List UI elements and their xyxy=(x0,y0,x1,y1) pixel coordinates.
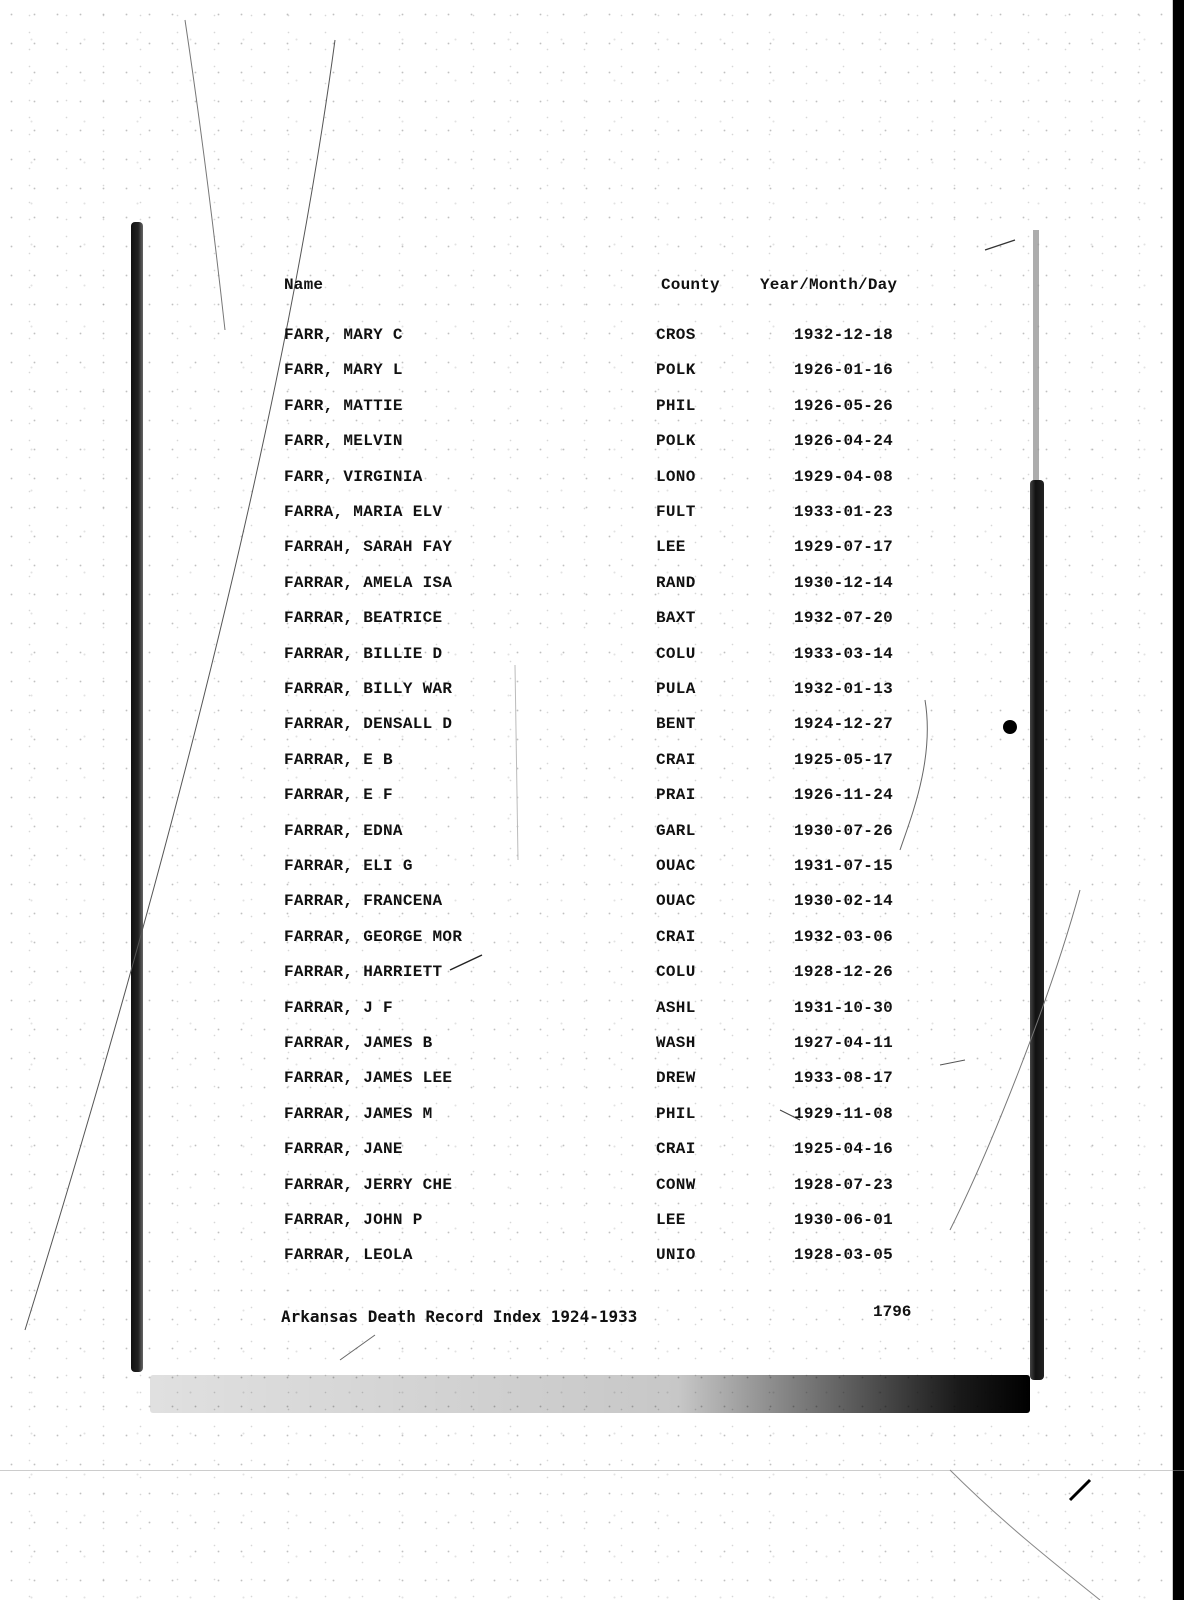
record-date: 1932-12-18 xyxy=(794,326,894,344)
record-name: FARR, MARY C xyxy=(284,326,403,344)
footer-title: Arkansas Death Record Index 1924-1933 xyxy=(281,1307,638,1326)
record-county: ASHL xyxy=(656,998,696,1017)
record-county: CROS xyxy=(656,326,696,344)
record-county: COLU xyxy=(656,963,696,982)
record-row xyxy=(0,432,1184,467)
record-name: FARRAR, GEORGE MOR xyxy=(284,927,463,946)
record-row xyxy=(0,1140,1184,1175)
record-county: LONO xyxy=(656,467,696,486)
record-date: 1930-12-14 xyxy=(794,573,894,592)
record-row xyxy=(0,1069,1184,1104)
record-date: 1929-07-17 xyxy=(794,538,894,557)
record-row xyxy=(0,574,1184,609)
column-header-county: County xyxy=(661,276,720,294)
record-row xyxy=(0,786,1184,821)
record-row xyxy=(0,326,1184,361)
record-county: LEE xyxy=(656,1211,686,1229)
record-county: CRAI xyxy=(656,927,696,946)
record-row xyxy=(0,397,1184,432)
record-row xyxy=(0,715,1184,750)
record-name: FARR, MARY L xyxy=(284,361,403,380)
record-name: FARRAR, HARRIETT xyxy=(284,963,443,982)
record-date: 1926-05-26 xyxy=(794,396,894,415)
record-date: 1930-07-26 xyxy=(794,821,894,840)
record-name: FARR, MELVIN xyxy=(284,432,403,451)
record-date: 1925-04-16 xyxy=(794,1140,894,1159)
record-date: 1924-12-27 xyxy=(794,715,894,734)
record-county: PHIL xyxy=(656,396,696,415)
record-name: FARRAR, AMELA ISA xyxy=(284,573,453,592)
record-county: FULT xyxy=(656,503,696,521)
record-name: FARRAR, DENSALL D xyxy=(284,715,453,734)
record-name: FARR, MATTIE xyxy=(284,396,403,415)
record-row xyxy=(0,1105,1184,1140)
record-name: FARRAR, JANE xyxy=(284,1140,403,1159)
record-county: POLK xyxy=(656,361,696,380)
record-row xyxy=(0,680,1184,715)
record-date: 1926-01-16 xyxy=(794,361,894,380)
record-date: 1926-11-24 xyxy=(794,786,894,805)
record-date: 1933-01-23 xyxy=(794,503,894,521)
record-row xyxy=(0,963,1184,998)
record-county: OUAC xyxy=(656,892,696,911)
record-date: 1932-03-06 xyxy=(794,927,894,946)
record-county: POLK xyxy=(656,432,696,451)
record-name: FARRAR, J F xyxy=(284,998,393,1017)
record-row xyxy=(0,1246,1184,1281)
record-row xyxy=(0,1211,1184,1246)
record-row xyxy=(0,857,1184,892)
record-row xyxy=(0,503,1184,538)
record-name: FARRA, MARIA ELV xyxy=(284,503,443,521)
record-county: PHIL xyxy=(656,1104,696,1123)
record-date: 1931-07-15 xyxy=(794,857,894,875)
record-county: OUAC xyxy=(656,857,696,875)
record-name: FARRAR, EDNA xyxy=(284,821,403,840)
record-county: CRAI xyxy=(656,1140,696,1159)
column-header-name: Name xyxy=(284,276,324,294)
record-row xyxy=(0,609,1184,644)
record-row xyxy=(0,892,1184,927)
record-name: FARRAR, BEATRICE xyxy=(284,609,443,628)
record-row xyxy=(0,999,1184,1034)
record-name: FARRAR, JERRY CHE xyxy=(284,1175,453,1194)
record-date: 1928-12-26 xyxy=(794,963,894,982)
record-name: FARRAR, E B xyxy=(284,750,393,769)
record-county: CRAI xyxy=(656,750,696,769)
record-county: BENT xyxy=(656,715,696,734)
record-name: FARRAR, ELI G xyxy=(284,857,413,875)
record-date: 1925-05-17 xyxy=(794,750,894,769)
record-name: FARRAR, FRANCENA xyxy=(284,892,443,911)
record-name: FARR, VIRGINIA xyxy=(284,467,423,486)
record-county: RAND xyxy=(656,573,696,592)
record-date: 1929-11-08 xyxy=(794,1104,894,1123)
record-date: 1933-08-17 xyxy=(794,1069,894,1088)
record-name: FARRAR, JAMES M xyxy=(284,1104,433,1123)
record-county: LEE xyxy=(656,538,686,557)
record-county: CONW xyxy=(656,1175,696,1194)
record-date: 1932-01-13 xyxy=(794,680,894,698)
record-county: COLU xyxy=(656,644,696,663)
record-row xyxy=(0,822,1184,857)
record-county: DREW xyxy=(656,1069,696,1088)
record-row xyxy=(0,361,1184,396)
record-row xyxy=(0,1176,1184,1211)
record-county: BAXT xyxy=(656,609,696,628)
record-row xyxy=(0,1034,1184,1069)
record-row xyxy=(0,751,1184,786)
record-date: 1931-10-30 xyxy=(794,998,894,1017)
record-row xyxy=(0,468,1184,503)
record-row xyxy=(0,538,1184,573)
record-name: FARRAR, JAMES LEE xyxy=(284,1069,453,1088)
column-header-date: Year/Month/Day xyxy=(760,276,898,294)
record-name: FARRAR, LEOLA xyxy=(284,1246,413,1265)
record-name: FARRAR, BILLIE D xyxy=(284,644,443,663)
record-county: PULA xyxy=(656,680,696,698)
record-date: 1928-07-23 xyxy=(794,1175,894,1194)
record-name: FARRAR, JAMES B xyxy=(284,1034,433,1052)
record-county: WASH xyxy=(656,1034,696,1052)
record-name: FARRAH, SARAH FAY xyxy=(284,538,453,557)
record-county: GARL xyxy=(656,821,696,840)
record-date: 1927-04-11 xyxy=(794,1034,894,1052)
record-date: 1933-03-14 xyxy=(794,644,894,663)
record-county: PRAI xyxy=(656,786,696,805)
record-name: FARRAR, BILLY WAR xyxy=(284,680,453,698)
record-row xyxy=(0,928,1184,963)
record-date: 1932-07-20 xyxy=(794,609,894,628)
record-name: FARRAR, JOHN P xyxy=(284,1211,423,1229)
record-row xyxy=(0,645,1184,680)
record-date: 1930-06-01 xyxy=(794,1211,894,1229)
record-county: UNIO xyxy=(656,1246,696,1265)
record-date: 1930-02-14 xyxy=(794,892,894,911)
record-date: 1928-03-05 xyxy=(794,1246,894,1265)
record-date: 1926-04-24 xyxy=(794,432,894,451)
record-name: FARRAR, E F xyxy=(284,786,393,805)
page-number: 1796 xyxy=(873,1303,912,1321)
record-date: 1929-04-08 xyxy=(794,467,894,486)
